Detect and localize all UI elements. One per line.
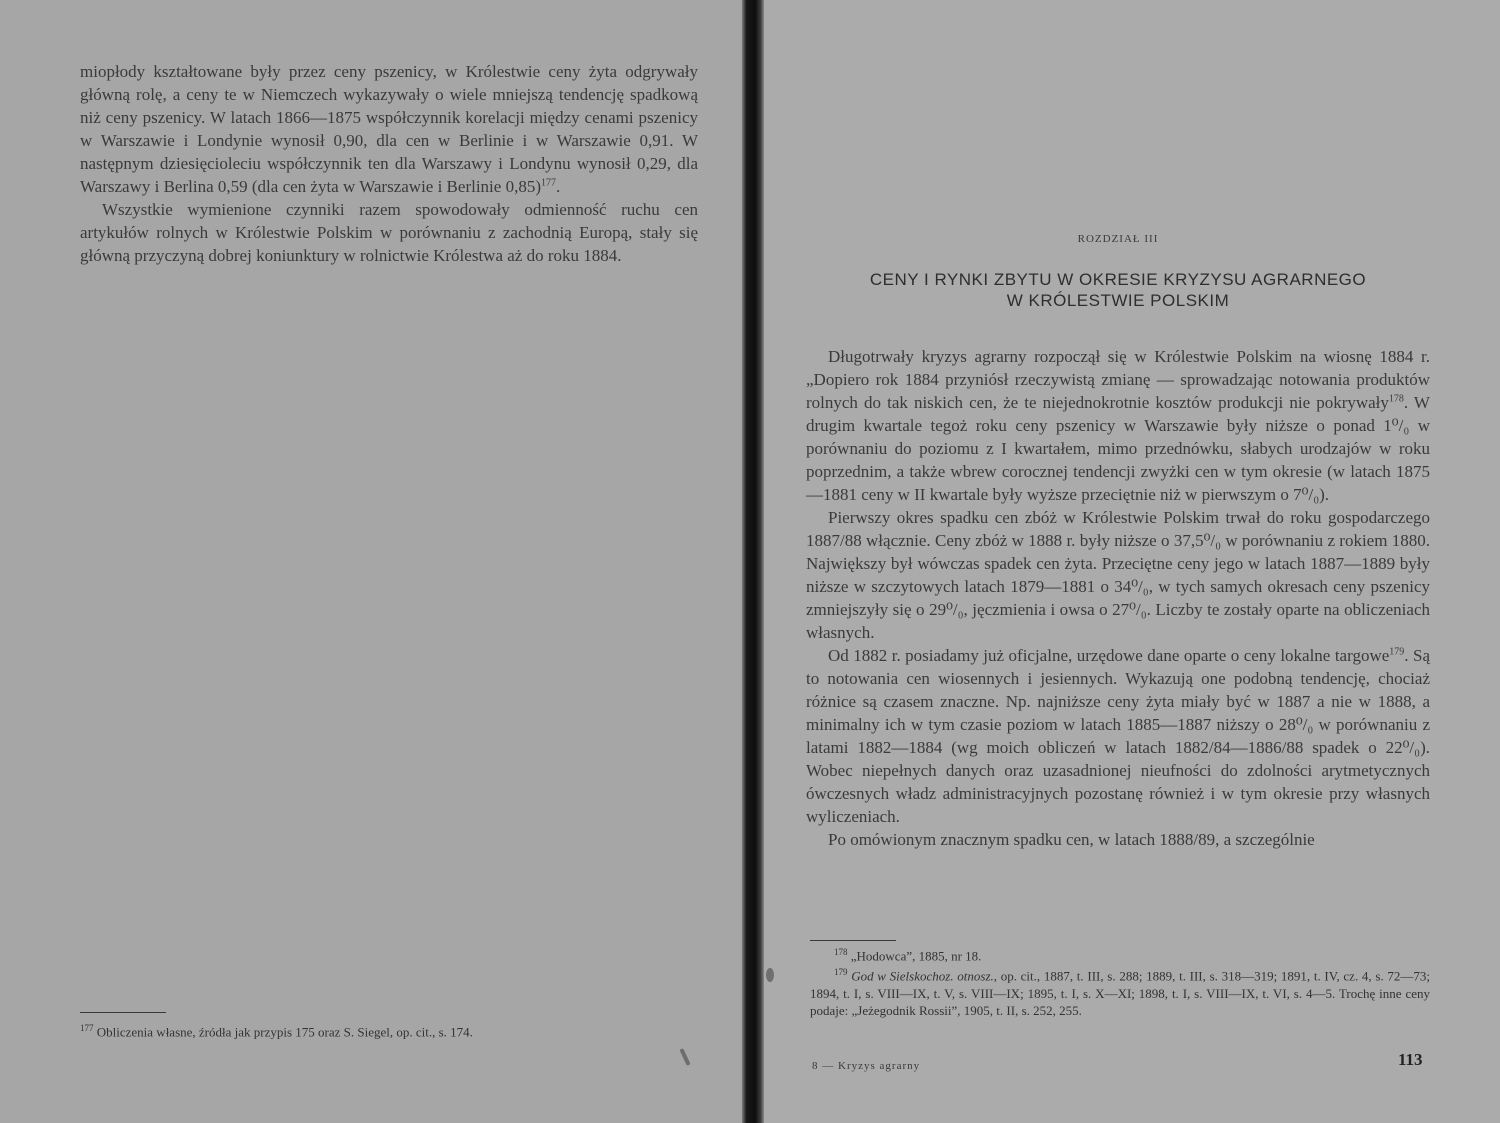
footnote-divider: [80, 1012, 166, 1013]
left-page-body: [80, 60, 698, 267]
chapter-label: ROZDZIAŁ III: [1077, 233, 1159, 245]
right-paragraph-1: Długotrwały kryzys agrarny rozpoczął się w Królestwie Polskim na wiosnę 1884 r. „Dopiero rok 1884 przyniósł rzeczywistą zmianę — sprowadzając notowania produktów rolnych do tak niskich cen, że te niejednokrotnie kosztów produkcji nie pokrywały$^{178}$. W drugim kwartale tegoż roku ceny pszenicy w Warszawie były niższe o ponad 1⁰/₀ w porównaniu do poziomu z I kwartałem, mimo przednówku, słabych urodzajów w roku poprzednim, a także wbrew corocznej tendencji zwyżki cen w tym okresie (w latach 1875—1881 ceny w II kwartale były wyższe przeciętnie niż w pierwszym o 7⁰/₀).: [806, 347, 1430, 504]
chapter-title: [806, 269, 1430, 311]
footnote-177: [80, 1020, 680, 1040]
right-paragraph-2: Pierwszy okres spadku cen zbóż w Królestwie Polskim trwał do roku gospodarczego 1887/88 włącznie. Ceny zbóż w 1888 r. były niższe o 37,5⁰/₀ w porównaniu z rokiem 1880. Największy był wówczas spadek cen żyta. Przeciętne ceny jego w latach 1887—1889 były niższe w szczytowych latach 1879—1881 o 34⁰/₀, w tych samych okresach ceny pszenicy zmniejszyły się o 29⁰/₀, jęczmienia i owsa o 27⁰/₀. Liczby te zostały oparte na obliczeniach własnych.: [806, 508, 1430, 642]
footnote-179: $^{179}$ God w Sielskochoz. otnosz., op. cit., 1887, t. III, s. 288; 1889, t. III, s. 318—319; 1891, t. IV, cz. 4, s. 72—73; 1894, t. I, s. VIII—IX, t. V, s. VIII—IX; 1895, t. I, s. X—XI; 1898, t. I, s. VIII—IX, t. VI, s. 4—5. Trochę inne ceny podaje: „Jeżegodnik Rossii”, 1905, t. II, s. 252, 255.: [810, 967, 1430, 1018]
footnote-divider: [810, 940, 896, 941]
right-footnotes: [810, 944, 1430, 1019]
chapter-title-line-1: CENY I RYNKI ZBYTU W OKRESIE KRYZYSU AGRARNEGO: [869, 270, 1367, 289]
right-paragraph-4: Po omówionym znacznym spadku cen, w latach 1888/89, a szczególnie: [828, 830, 1315, 849]
footnote-ref-178: 178: [1388, 393, 1404, 405]
footnote-ref-179: 179: [1389, 646, 1405, 658]
left-paragraph-1: miopłody kształtowane były przez ceny pszenicy, w Królestwie ceny żyta odgrywały główną rolę, a ceny te w Niemczech wykazywały o wiele mniejszą tendencję spadkową niż ceny pszenicy. W latach 1866—1875 współczynnik korelacji między cenami pszenicy w Warszawie i Londynie wynosił 0,90, dla cen w Berlinie i w Warszawie 0,91. W następnym dziesięcioleciu współczynnik ten dla Warszawy i Londynu wynosił 0,29, dla Warszawy i Berlina 0,59 (dla cen żyta w Warszawie i Berlinie 0,85)$^{177}$.: [80, 62, 698, 196]
chapter-title-line-2: W KRÓLESTWIE POLSKIM: [1006, 291, 1230, 310]
footnote-ref-177: 177: [540, 177, 556, 189]
printer-signature: 8 — Kryzys agrarny: [812, 1060, 921, 1072]
footnote-number: 177: [80, 1023, 94, 1033]
book-gutter: [742, 0, 764, 1123]
left-paragraph-2: Wszystkie wymienione czynniki razem spowodowały odmienność ruchu cen artykułów rolnych w Królestwie Polskim w porównaniu z zachodnią Europą, stały się główną przyczyną dobrej koniunktury w rolnictwie Królestwa aż do roku 1884.: [80, 200, 698, 265]
right-page-body: [806, 345, 1430, 851]
footnote-178: $^{178}$ „Hodowca”, 1885, nr 18.: [834, 947, 982, 964]
ink-mark: [766, 968, 774, 982]
footnote-text: Obliczenia własne, źródła jak przypis 175 oraz S. Siegel, op. cit., s. 174.: [96, 1024, 473, 1040]
chapter-heading: [806, 233, 1430, 311]
page-number: 113: [1398, 1050, 1423, 1069]
right-paragraph-3: Od 1882 r. posiadamy już oficjalne, urzędowe dane oparte o ceny lokalne targowe$^{179}$. Są to notowania cen wiosennych i jesiennych. Wykazują one podobną tendencję, chociaż różnice są czasem znaczne. Np. najniższe ceny żyta miały być w 1887 a nie w 1888, a minimalny ich w tym czasie poziom w latach 1885—1887 niższy o 28⁰/₀ w porównaniu z latami 1882—1884 (wg moich obliczeń w latach 1882/84—1886/88 spadek o 22⁰/₀). Wobec niepełnych danych oraz uzasadnionej nieufności do zdolności arytmetycznych ówczesnych władz administracyjnych pozostanę również i w tym okresie przy własnych wyliczeniach.: [806, 646, 1431, 826]
